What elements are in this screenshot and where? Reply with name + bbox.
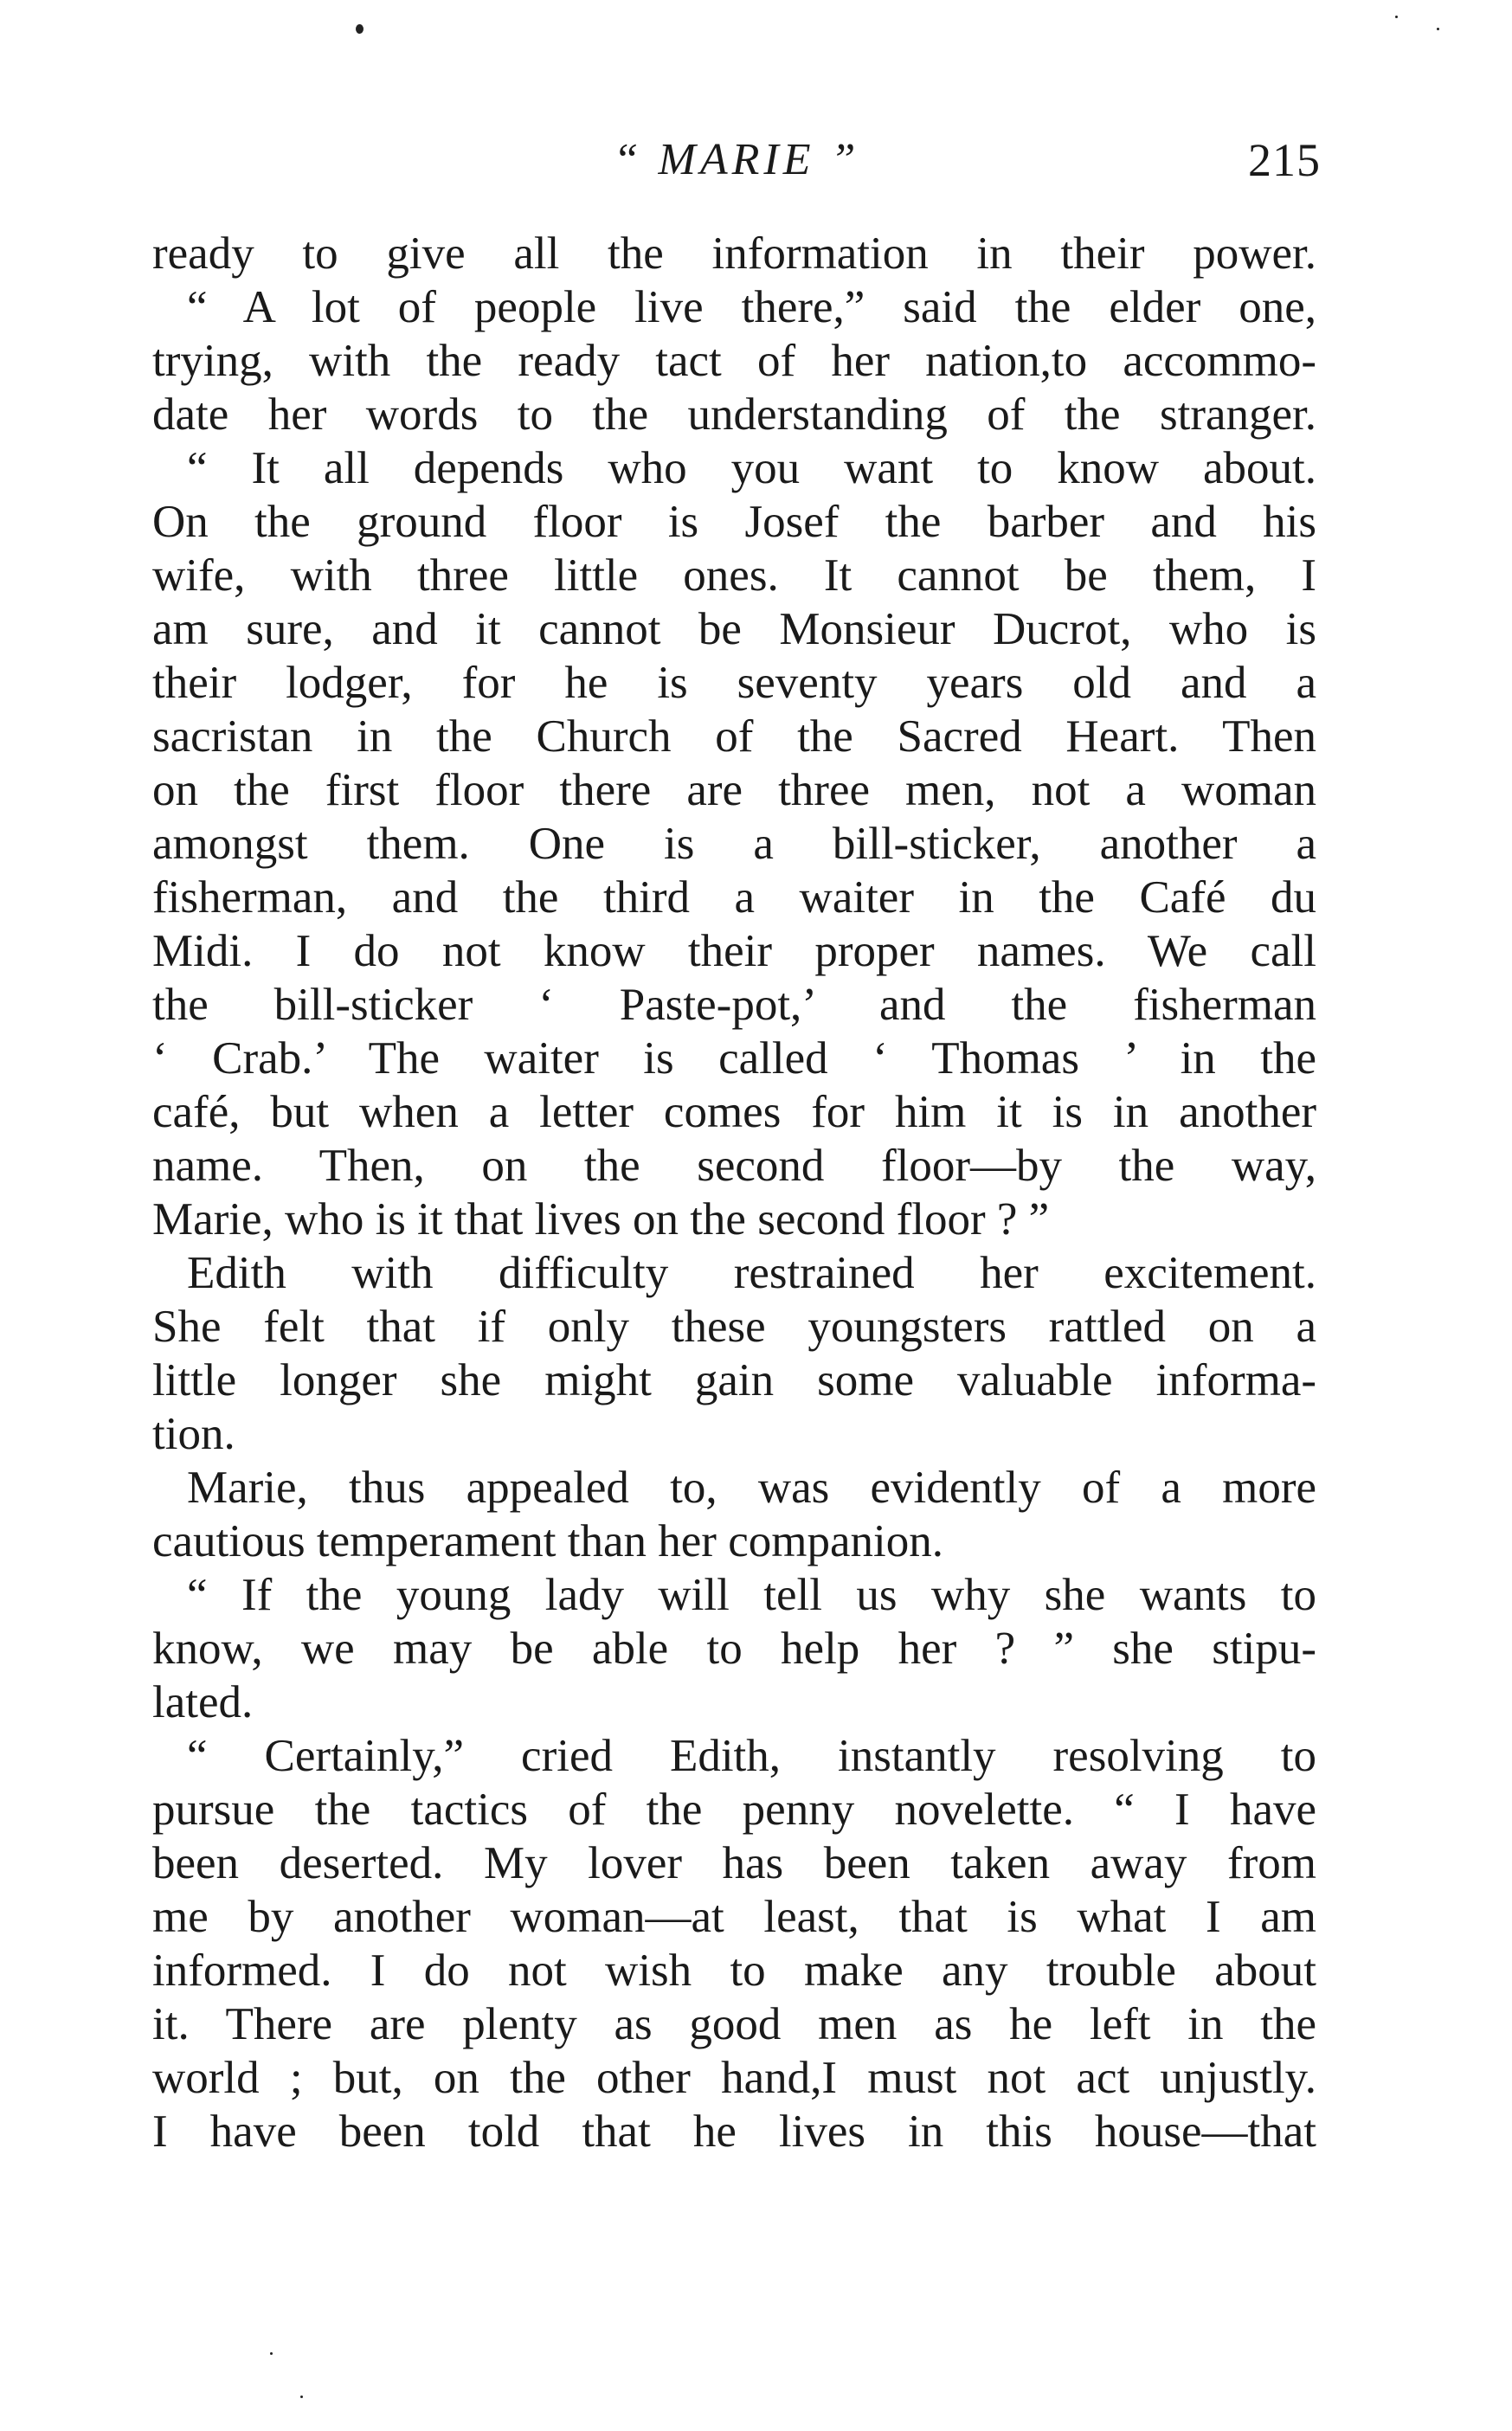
text-line: “ It all depends who you want to know about. [187, 443, 1316, 493]
text-line: “ A lot of people live there,” said the elder one, [187, 282, 1316, 332]
ink-speck [300, 2396, 303, 2398]
text-line: their lodger, for he is seventy years old and a [152, 658, 1316, 708]
page-number: 215 [1248, 134, 1321, 186]
text-line: am sure, and it cannot be Monsieur Ducrot, who is [152, 604, 1316, 654]
ink-speck [1437, 28, 1439, 30]
page-header [152, 125, 1321, 195]
text-line: café, but when a letter comes for him it is in another [152, 1087, 1316, 1137]
text-line: informed. I do not wish to make any trouble about [152, 1945, 1316, 1996]
text-line: been deserted. My lover has been taken away from [152, 1838, 1316, 1888]
text-line: world ; but, on the other hand,I must not act unjustly. [152, 2053, 1316, 2103]
text-line: She felt that if only these youngsters rattled on a [152, 1302, 1316, 1352]
text-line: tion. [152, 1409, 235, 1459]
text-line: Marie, who is it that lives on the second floor ? ” [152, 1194, 1050, 1244]
text-line: on the first floor there are three men, not a woman [152, 765, 1316, 815]
running-title: “ MARIE ” [613, 135, 860, 184]
ink-speck [356, 24, 364, 34]
text-line: amongst them. One is a bill-sticker, another a [152, 819, 1316, 869]
text-line: ready to give all the information in their power. [152, 228, 1316, 279]
text-line: “ If the young lady will tell us why she wants to [187, 1570, 1316, 1620]
text-line: Marie, thus appealed to, was evidently of a more [187, 1463, 1316, 1513]
text-line: I have been told that he lives in this house—that [152, 2106, 1316, 2157]
text-line: me by another woman—at least, that is what I am [152, 1892, 1316, 1942]
ink-speck [1395, 16, 1398, 18]
text-line: Midi. I do not know their proper names. We call [152, 926, 1316, 976]
text-line: lated. [152, 1677, 254, 1727]
text-line: “ Certainly,” cried Edith, instantly resolving to [187, 1731, 1316, 1781]
text-line: trying, with the ready tact of her nation,to accommo- [152, 336, 1316, 386]
text-line: ‘ Crab.’ The waiter is called ‘ Thomas ’ in the [152, 1033, 1316, 1084]
text-line: cautious temperament than her companion. [152, 1516, 943, 1566]
text-line: little longer she might gain some valuable informa- [152, 1355, 1316, 1405]
text-line: fisherman, and the third a waiter in the Café du [152, 872, 1316, 923]
text-line: wife, with three little ones. It cannot be them, I [152, 550, 1316, 601]
text-line: sacristan in the Church of the Sacred Heart. Then [152, 711, 1316, 762]
text-line: Edith with difficulty restrained her excitement. [187, 1248, 1316, 1298]
text-line: the bill-sticker ‘ Paste-pot,’ and the fisherman [152, 980, 1316, 1030]
ink-speck [270, 2352, 273, 2355]
text-line: pursue the tactics of the penny novelette. “ I have [152, 1785, 1316, 1835]
text-line: On the ground floor is Josef the barber and his [152, 497, 1316, 547]
text-line: it. There are plenty as good men as he left in the [152, 1999, 1316, 2049]
text-line: name. Then, on the second floor—by the way, [152, 1141, 1316, 1191]
text-line: date her words to the understanding of the stranger. [152, 389, 1316, 440]
text-line: know, we may be able to help her ? ” she stipu- [152, 1624, 1316, 1674]
body-text [152, 227, 1316, 2158]
